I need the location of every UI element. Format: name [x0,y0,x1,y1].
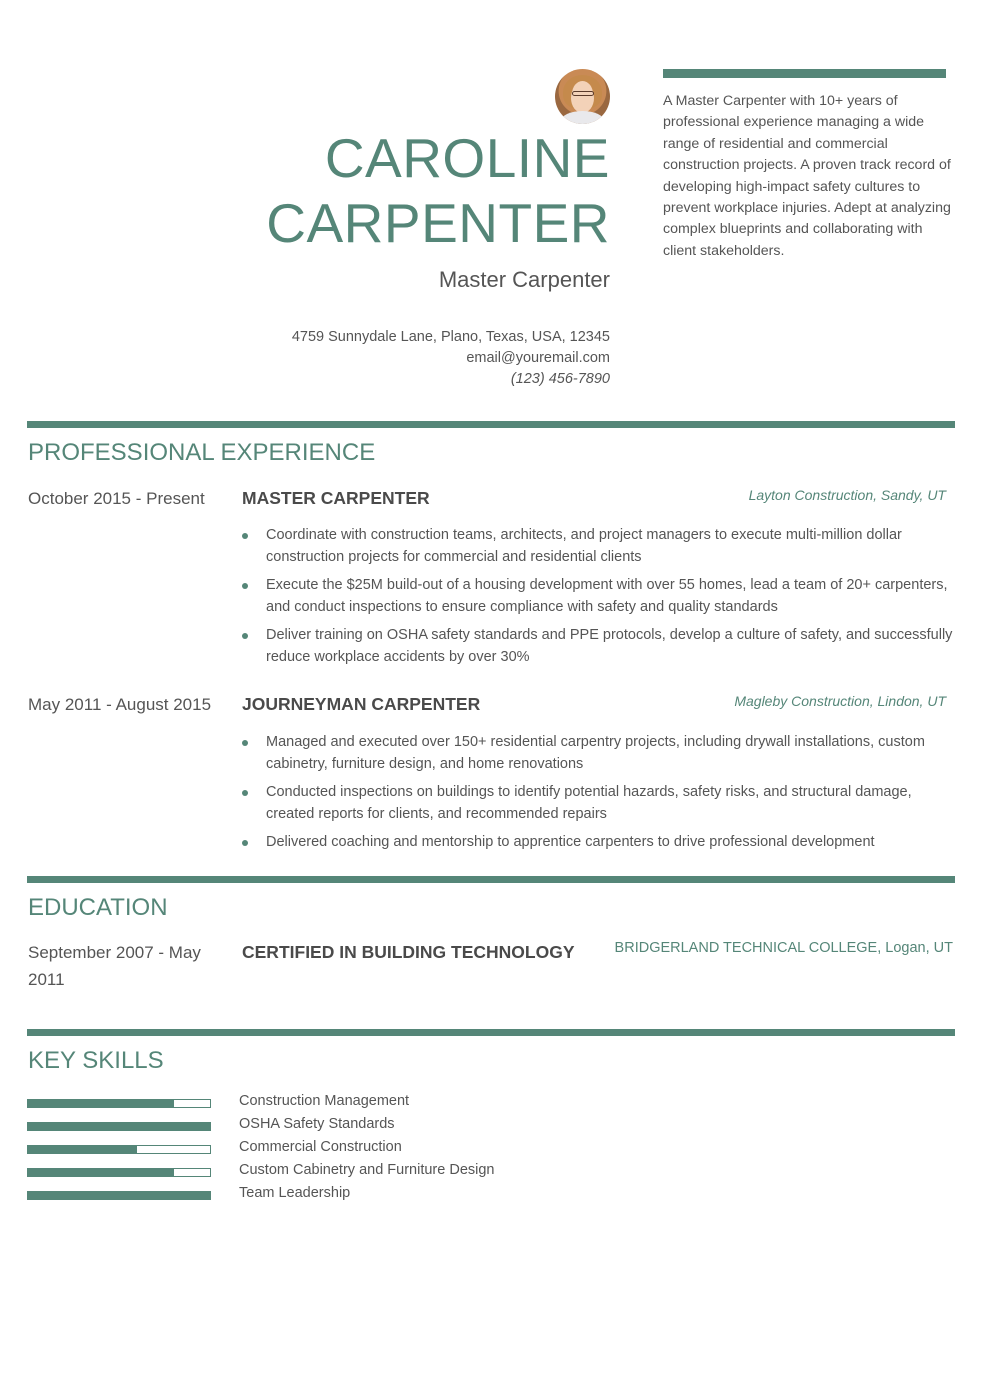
last-name: CARPENTER [266,192,610,254]
skill-level-bar [27,1099,211,1108]
job-dates: May 2011 - August 2015 [28,695,212,714]
experience-divider [27,421,955,428]
job-dates: October 2015 - Present [28,489,205,508]
job-company: Layton Construction, Sandy, UT [748,487,946,503]
skill-label: Commercial Construction [239,1139,402,1155]
job-role: MASTER CARPENTER [242,488,430,508]
education-divider [27,876,955,883]
experience-heading: PROFESSIONAL EXPERIENCE [28,439,376,466]
email[interactable]: email@youremail.com [466,350,610,366]
skill-label: OSHA Safety Standards [239,1116,395,1132]
list-item: Coordinate with construction teams, architects, and project managers to execute multi-million dollar construction projects for commercial and residential clients [242,525,958,568]
education-school: BRIDGERLAND TECHNICAL COLLEGE, Logan, UT [614,940,953,956]
bullet-icon [242,840,248,846]
skill-label: Team Leadership [239,1185,351,1201]
skills-divider [27,1029,955,1036]
list-item: Managed and executed over 150+ residential carpentry projects, including drywall installations, custom cabinetry, furniture design, and home renovations [242,732,958,775]
skill-label: Custom Cabinetry and Furniture Design [239,1162,495,1178]
job-company: Magleby Construction, Lindon, UT [734,693,946,709]
first-name: CAROLINE [324,127,610,189]
job-role: JOURNEYMAN CARPENTER [242,694,481,714]
skill-level-bar [27,1168,211,1177]
skill-level-bar [27,1145,211,1154]
phone[interactable]: (123) 456-7890 [510,371,610,387]
list-item: Execute the $25M build-out of a housing development with over 55 homes, lead a team of 20+ carpenters, and conduct inspections to ensure compliance with safety and quality standards [242,575,958,618]
bullet-icon [242,633,248,639]
bullet-icon [242,583,248,589]
education-degree: CERTIFIED IN BUILDING TECHNOLOGY [242,942,575,962]
skill-level-bar [27,1191,211,1200]
profile-photo [555,69,610,124]
job-bullets [242,525,958,675]
education-dates: September 2007 - May 2011 [28,943,201,989]
address: 4759 Sunnydale Lane, Plano, Texas, USA, 12345 [291,329,610,345]
list-item: Delivered coaching and mentorship to apprentice carpenters to drive professional development [242,832,958,854]
education-heading: EDUCATION [28,894,168,921]
job-bullets [242,732,958,861]
skill-label: Construction Management [239,1093,410,1109]
job-title: Master Carpenter [438,267,610,292]
bullet-icon [242,533,248,539]
summary: A Master Carpenter with 10+ years of professional experience managing a wide range of residential and commercial construction projects. A proven track record of developing high-impact safety cultures to prevent workplace injuries. Adept at analyzing complex blueprints and collaborating with client stakeholders. [663,93,951,259]
skill-level-bar [27,1122,211,1131]
summary-divider [663,69,946,78]
bullet-icon [242,740,248,746]
skills-heading: KEY SKILLS [28,1047,164,1074]
bullet-icon [242,790,248,796]
list-item: Conducted inspections on buildings to identify potential hazards, safety risks, and structural damage, created reports for clients, and recommended repairs [242,782,958,825]
list-item: Deliver training on OSHA safety standards and PPE protocols, develop a culture of safety, and successfully reduce workplace accidents by over 30% [242,625,958,668]
